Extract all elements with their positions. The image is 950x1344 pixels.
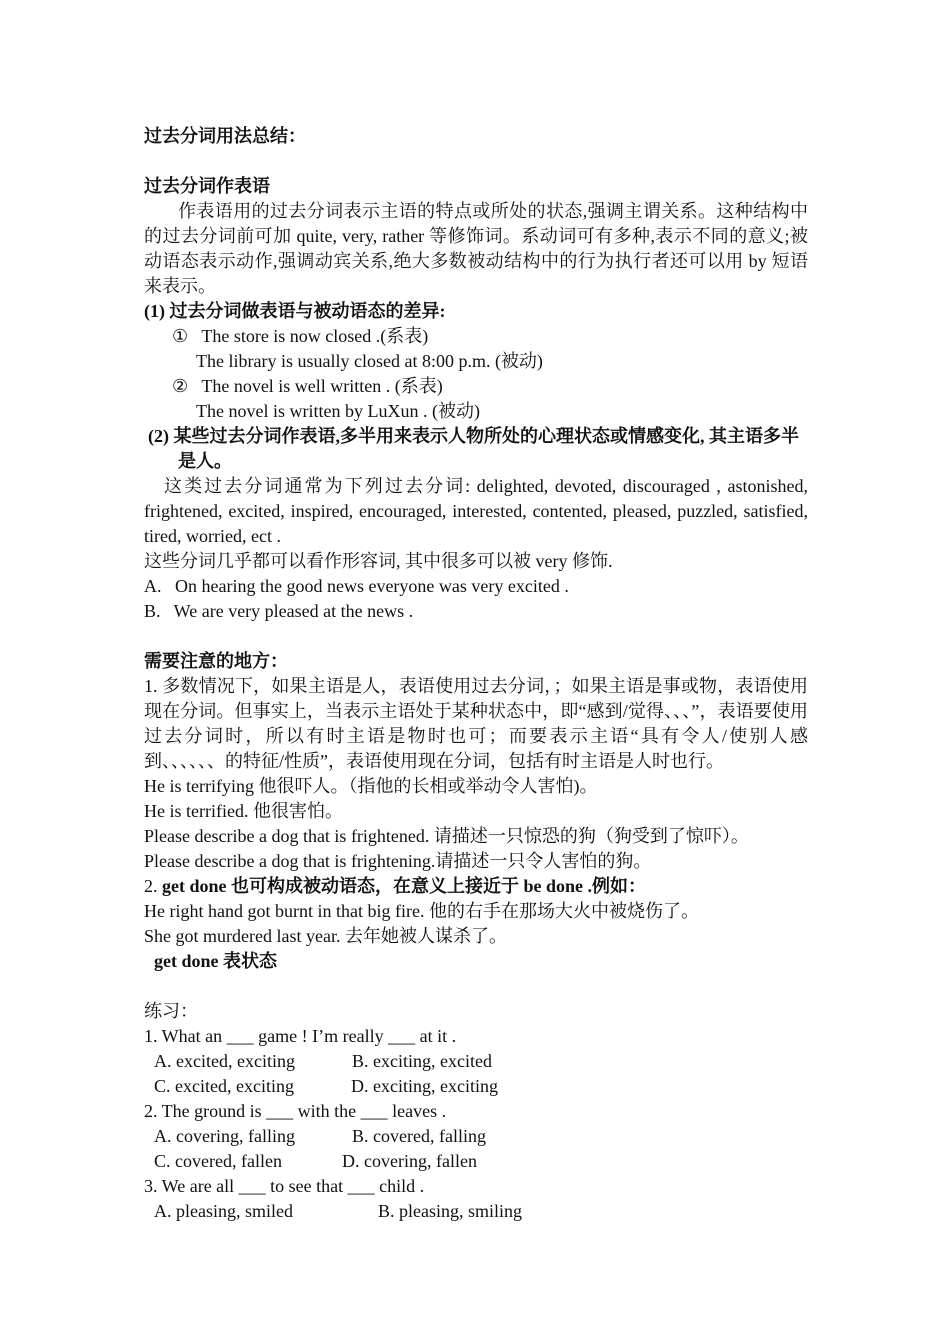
option-d: D. covering, fallen: [342, 1151, 477, 1171]
circled-number-1: ①: [172, 326, 189, 346]
note-example-2: He is terrified. 他很害怕。: [144, 801, 343, 821]
notes-heading: 需要注意的地方：: [144, 651, 288, 671]
options-row: [144, 1049, 808, 1074]
option-c: C. covered, fallen: [154, 1151, 282, 1171]
note-example-5: He right hand got burnt in that big fire. 他的右手在那场大火中被烧伤了。: [144, 901, 699, 921]
question-3: 3. We are all ___ to see that ___ child .: [144, 1176, 425, 1196]
example-a: A. On hearing the good news everyone was very excited .: [144, 576, 569, 596]
example-b: B. We are very pleased at the news .: [144, 601, 414, 621]
spacer: [144, 149, 808, 174]
option-a: A. covering, falling: [154, 1126, 295, 1146]
circled-number-2: ②: [172, 376, 189, 396]
question-1: 1. What an ___ game ! I’m really ___ at it .: [144, 1026, 457, 1046]
options-row: [144, 1149, 808, 1174]
option-b: B. exciting, excited: [352, 1051, 492, 1071]
note-example-3: Please describe a dog that is frightened. 请描述一只惊恐的狗（狗受到了惊吓）。: [144, 826, 749, 846]
subheading-difference: (1) 过去分词做表语与被动语态的差异:: [144, 301, 446, 321]
document-title: 过去分词用法总结：: [144, 126, 306, 146]
example-1-line-1: [144, 324, 808, 349]
option-a: A. pleasing, smiled: [154, 1201, 293, 1221]
example-2-line-2: The novel is written by LuXun . (被动): [196, 401, 480, 421]
note-item-2-number: 2.: [144, 876, 162, 896]
spacer: [144, 974, 808, 999]
options-row: [144, 1124, 808, 1149]
section-heading-predicative: 过去分词作表语: [144, 176, 270, 196]
note-item-2: [144, 874, 808, 899]
example-sentence: The store is now closed .(系表): [201, 326, 429, 346]
example-1-line-2: The library is usually closed at 8:00 p.m. (被动): [196, 351, 543, 371]
example-2-line-1: [144, 374, 808, 399]
option-a: A. excited, exciting: [154, 1051, 295, 1071]
example-sentence: The novel is well written . (系表): [201, 376, 443, 396]
participle-note: 这些分词几乎都可以看作形容词, 其中很多可以被 very 修饰.: [144, 551, 613, 571]
options-row: [144, 1199, 808, 1224]
option-b: B. pleasing, smiling: [378, 1201, 522, 1221]
question-2: 2. The ground is ___ with the ___ leaves .: [144, 1101, 447, 1121]
document-page: [144, 124, 813, 1224]
note-example-7: get done 表状态: [154, 951, 277, 971]
note-example-1: He is terrifying 他很吓人。（指他的长相或举动令人害怕)。: [144, 776, 598, 796]
option-c: C. excited, exciting: [154, 1076, 294, 1096]
option-b: B. covered, falling: [352, 1126, 486, 1146]
note-item-2-text: get done 也可构成被动语态，在意义上接近于 be done .例如：: [162, 876, 647, 896]
spacer: [144, 624, 808, 649]
note-item-1: 1. 多数情况下，如果主语是人，表语使用过去分词，；如果主语是事或物，表语使用现在分词。但事实上，当表示主语处于某种状态中，即“感到/觉得、、、”，表语要使用过去分词时，所以有时主语是物时也可；而要表示主语“具有令人/使别人感到、、、、、、的特征/性质”，表语使用现在分词，包括有时主语是人时也行。: [144, 676, 808, 771]
option-d: D. exciting, exciting: [351, 1076, 498, 1096]
participle-list-paragraph: 这类过去分词通常为下列过去分词: delighted, devoted, discouraged , astonished, frightened, excited, inspired, encouraged, interested, contented, pleased, puzzled, satisfied, tired, worried, ect .: [144, 476, 813, 546]
intro-paragraph: 作表语用的过去分词表示主语的特点或所处的状态,强调主谓关系。这种结构中的过去分词前可加 quite, very, rather 等修饰词。系动词可有多种,表示不同的意义;被动语态表示动作,强调动宾关系,绝大多数被动结构中的行为执行者还可以用 by 短语来表示。: [144, 201, 808, 296]
subheading-emotional: (2) 某些过去分词作表语,多半用来表示人物所处的心理状态或情感变化, 其主语多半是人。: [148, 426, 799, 471]
options-row: [144, 1074, 808, 1099]
note-example-4: Please describe a dog that is frightening.请描述一只令人害怕的狗。: [144, 851, 652, 871]
note-example-6: She got murdered last year. 去年她被人谋杀了。: [144, 926, 507, 946]
exercise-heading: 练习：: [144, 1001, 198, 1021]
